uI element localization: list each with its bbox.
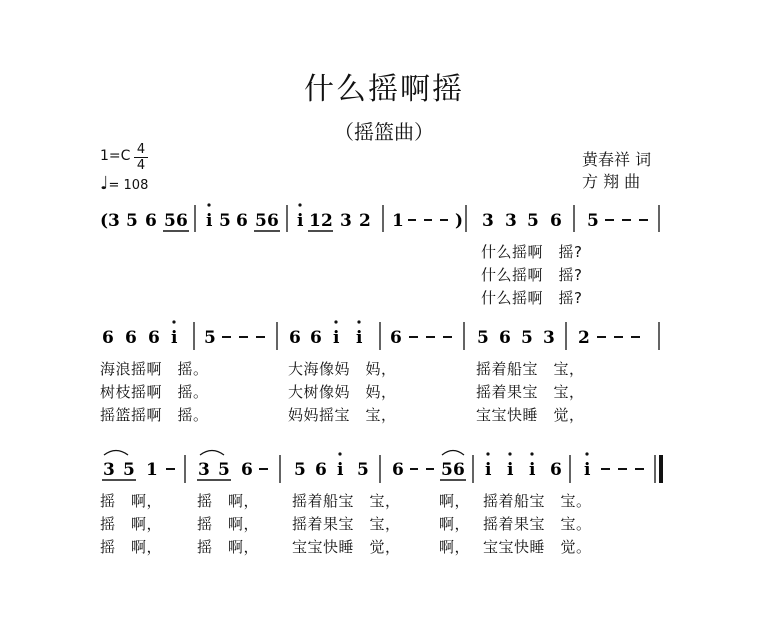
note: 5 [218,460,230,480]
note: 3 [103,460,115,480]
note: 6 [125,328,137,348]
song-title: 什么摇啊摇 [304,72,464,107]
composer-credit: 方 翔 曲 [582,172,641,191]
time-signature-bottom: 4 [134,157,148,173]
note: 3 [340,211,352,231]
lyric-phrase: 摇篮摇啊 摇。 [100,406,209,424]
high-octave-dot [172,320,175,323]
high-octave-dot [298,203,301,206]
note: 6 [310,328,322,348]
high-octave-dot [585,452,588,455]
high-octave-dot [207,203,210,206]
note-group-paren-open: ( [100,211,109,231]
lyric-phrase: 妈妈摇宝 宝， [288,406,397,424]
note: 2 [321,211,333,231]
lyric-phrase: 宝宝快睡 觉， [292,538,401,556]
note: 1 [309,211,321,231]
note: 1 [146,460,158,480]
note: 6 [267,211,279,231]
note-group-paren-close: ) [455,211,464,231]
lyric-phrase: 摇 啊， [100,492,163,510]
note: 5 [294,460,306,480]
lyric-phrase: 啊， [439,515,471,533]
note: 5 [219,211,231,231]
note: 2 [578,328,590,348]
lyric-phrase: 大树像妈 妈， [288,383,397,401]
note: 6 [390,328,402,348]
note: 6 [289,328,301,348]
note: 5 [587,211,599,231]
lyric-phrase: 摇着船宝 宝， [476,360,585,378]
note: 6 [550,460,562,480]
note: 3 [543,328,555,348]
lyric-phrase: 啊， [439,492,471,510]
lyric-phrase: 海浪摇啊 摇。 [100,360,209,378]
score-line-3 [102,451,663,484]
note: 6 [176,211,188,231]
note: 3 [108,211,120,231]
lyric-phrase: 摇着船宝 宝， [292,492,401,510]
note: 3 [198,460,210,480]
note: 3 [505,211,517,231]
tempo-value: = 108 [108,178,149,193]
note: i [529,460,536,480]
note: 6 [241,460,253,480]
lyric-phrase: 摇 啊， [197,492,260,510]
lyric-phrase: 摇着船宝 宝。 [483,492,592,510]
high-octave-dot [334,320,337,323]
lyric-phrase: 摇着果宝 宝。 [483,515,592,533]
note: 5 [441,460,453,480]
note: i [333,328,340,348]
lyric-phrase: 啊， [439,538,471,556]
high-octave-dot [486,452,489,455]
note: 5 [123,460,135,480]
score-line-1 [100,203,659,232]
note: i [356,328,363,348]
key-signature: 1=C [100,148,131,164]
note: 5 [204,328,216,348]
note: 5 [477,328,489,348]
high-octave-dot [530,452,533,455]
note: 6 [392,460,404,480]
note: 3 [482,211,494,231]
note: 6 [102,328,114,348]
slur [104,451,128,456]
note: i [206,211,213,231]
lyricist-credit: 黄春祥 词 [582,150,652,169]
high-octave-dot [508,452,511,455]
note: 6 [453,460,465,480]
lyric-phrase: 摇着果宝 宝， [292,515,401,533]
note: i [297,211,304,231]
note: 6 [236,211,248,231]
note: 6 [499,328,511,348]
note: 5 [164,211,176,231]
note: 5 [527,211,539,231]
note: i [337,460,344,480]
note: i [171,328,178,348]
lyric-phrase: 摇 啊， [197,515,260,533]
lyric-verse-2: 什么摇啊 摇? [481,266,583,284]
note: 6 [148,328,160,348]
final-bar-thick [659,455,663,483]
lyric-phrase: 摇 啊， [197,538,260,556]
note: 6 [145,211,157,231]
lyric-verse-3: 什么摇啊 摇? [481,289,583,307]
lyric-phrase: 摇着果宝 宝， [476,383,585,401]
lyric-phrase: 摇 啊， [100,538,163,556]
note: i [485,460,492,480]
lyric-phrase: 宝宝快睡 觉， [476,406,585,424]
time-signature-top: 4 [136,142,146,157]
lyric-phrase: 宝宝快睡 觉。 [483,538,592,556]
note: 6 [315,460,327,480]
song-subtitle: （摇篮曲） [334,120,434,144]
lyric-verse-1: 什么摇啊 摇? [481,243,583,261]
lyric-phrase: 大海像妈 妈， [288,360,397,378]
note: 5 [126,211,138,231]
note: i [507,460,514,480]
note: 6 [550,211,562,231]
quarter-note-icon: ♩ [100,173,109,194]
lyric-phrase: 树枝摇啊 摇。 [100,383,209,401]
lyric-phrase: 摇 啊， [100,515,163,533]
slur [442,451,464,456]
note: i [584,460,591,480]
note: 5 [357,460,369,480]
score-line-2 [102,320,659,350]
high-octave-dot [357,320,360,323]
note: 1 [392,211,404,231]
note: 5 [255,211,267,231]
high-octave-dot [338,452,341,455]
slur [200,451,224,456]
note: 5 [521,328,533,348]
note: 2 [359,211,371,231]
